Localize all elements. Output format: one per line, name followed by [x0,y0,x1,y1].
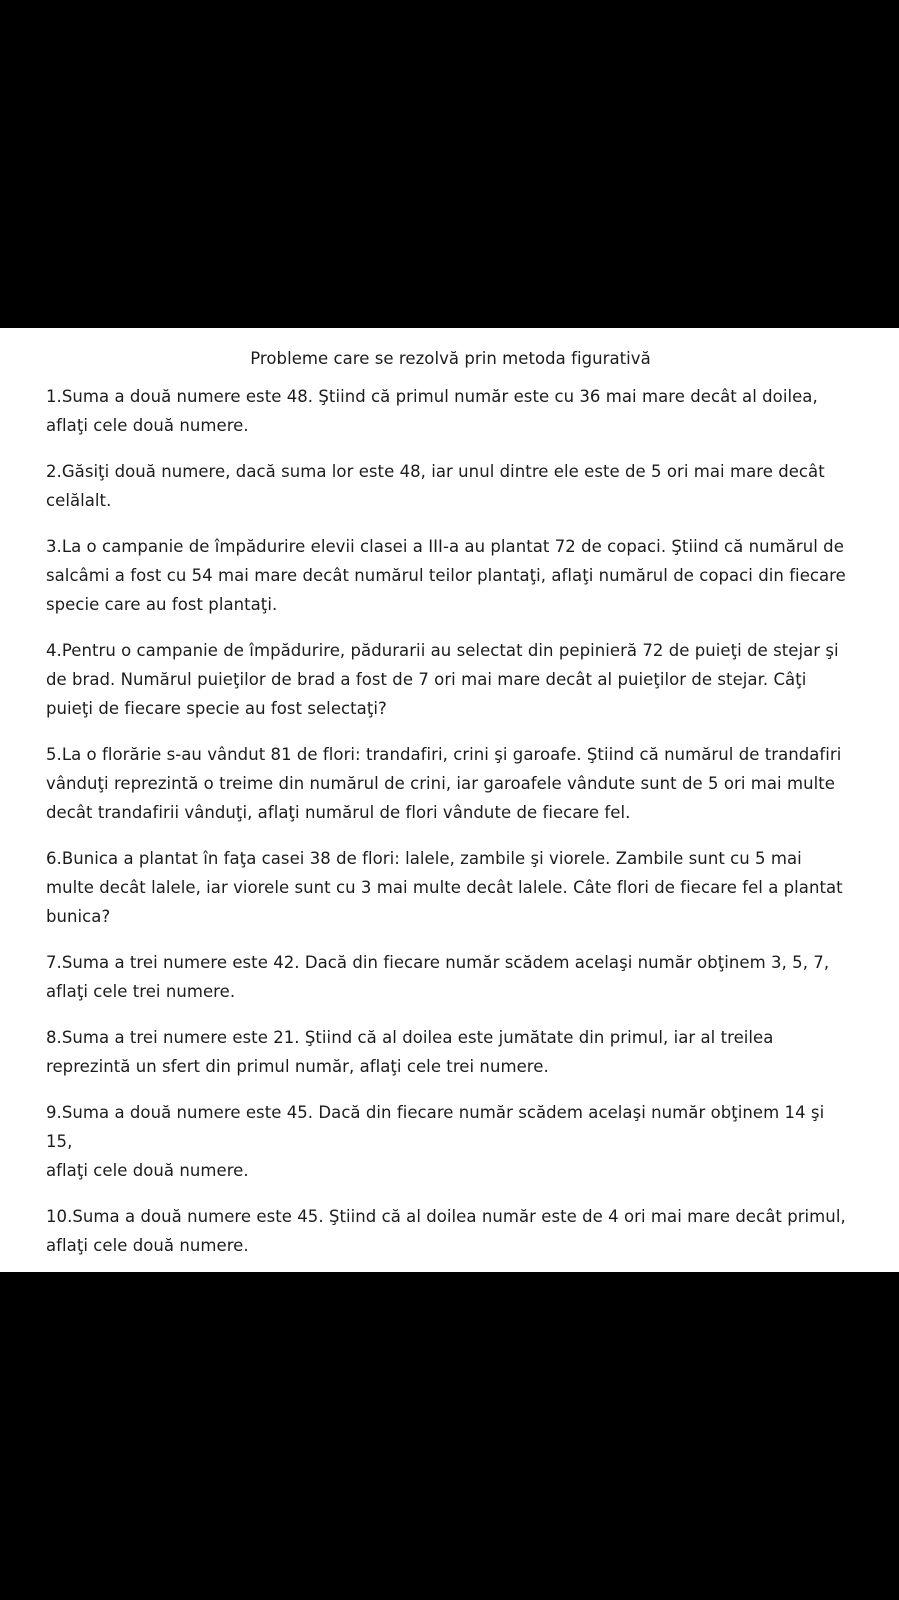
problem-8 [46,1023,855,1081]
problem-3 [46,532,855,619]
problem-line: bunica? [46,907,111,926]
problem-line: aflaţi cele două numere. [46,1236,249,1255]
problem-line: 9.Suma a două numere este 45. Dacă din fiecare număr scădem acelaşi număr obţinem 14 şi 15, [46,1103,825,1151]
problem-line: puieţi de fiecare specie au fost selectaţi? [46,699,387,718]
problem-line: aflaţi cele trei numere. [46,982,236,1001]
problem-line: reprezintă un sfert din primul număr, aflaţi cele trei numere. [46,1057,549,1076]
problem-5 [46,740,855,827]
problem-line: 5.La o florărie s-au vândut 81 de flori: trandafiri, crini şi garoafe. Ştiind că numărul de trandafiri [46,745,842,764]
problem-10 [46,1202,855,1260]
problem-line: de brad. Numărul puieţilor de brad a fost de 7 ori mai mare decât al puieţilor de stejar. Câţi [46,670,807,689]
problem-line: 7.Suma a trei numere este 42. Dacă din fiecare număr scădem acelaşi număr obţinem 3, 5, 7, [46,953,830,972]
problem-line: 2.Găsiţi două numere, dacă suma lor este 48, iar unul dintre ele este de 5 ori mai mare decât [46,462,825,481]
problem-line: salcâmi a fost cu 54 mai mare decât numărul teilor plantaţi, aflaţi numărul de copaci din fiecare [46,566,846,585]
problem-line: vânduţi reprezintă o treime din numărul de crini, iar garoafele vândute sunt de 5 ori mai multe [46,774,835,793]
problem-line: 10.Suma a două numere este 45. Ştiind că al doilea număr este de 4 ori mai mare decât primul, [46,1207,846,1226]
problem-4 [46,636,855,723]
problem-line: specie care au fost plantaţi. [46,595,278,614]
problem-9 [46,1098,855,1185]
problem-line: aflaţi cele două numere. [46,1161,249,1180]
document-page [0,328,899,1272]
problem-1 [46,382,855,440]
problem-line: aflaţi cele două numere. [46,416,249,435]
problem-line: 1.Suma a două numere este 48. Ştiind că primul număr este cu 36 mai mare decât al doilea, [46,387,818,406]
problem-line: multe decât lalele, iar viorele sunt cu 3 mai multe decât lalele. Câte flori de fiecare fel a plantat [46,878,843,897]
problem-line: 3.La o campanie de împădurire elevii clasei a III-a au plantat 72 de copaci. Ştiind că numărul de [46,537,844,556]
problem-6 [46,844,855,931]
problem-line: celălalt. [46,491,112,510]
problem-line: 6.Bunica a plantat în faţa casei 38 de flori: lalele, zambile şi viorele. Zambile sunt cu 5 mai [46,849,802,868]
problem-7 [46,948,855,1006]
document-title: Probleme care se rezolvă prin metoda figurativă [250,349,651,368]
problem-line: 8.Suma a trei numere este 21. Ştiind că al doilea este jumătate din primul, iar al treilea [46,1028,774,1047]
problem-line: 4.Pentru o campanie de împădurire, pădurarii au selectat din pepinieră 72 de puieţi de stejar şi [46,641,839,660]
problem-line: decât trandafirii vânduţi, aflaţi numărul de flori vândute de fiecare fel. [46,803,631,822]
problem-2 [46,457,855,515]
